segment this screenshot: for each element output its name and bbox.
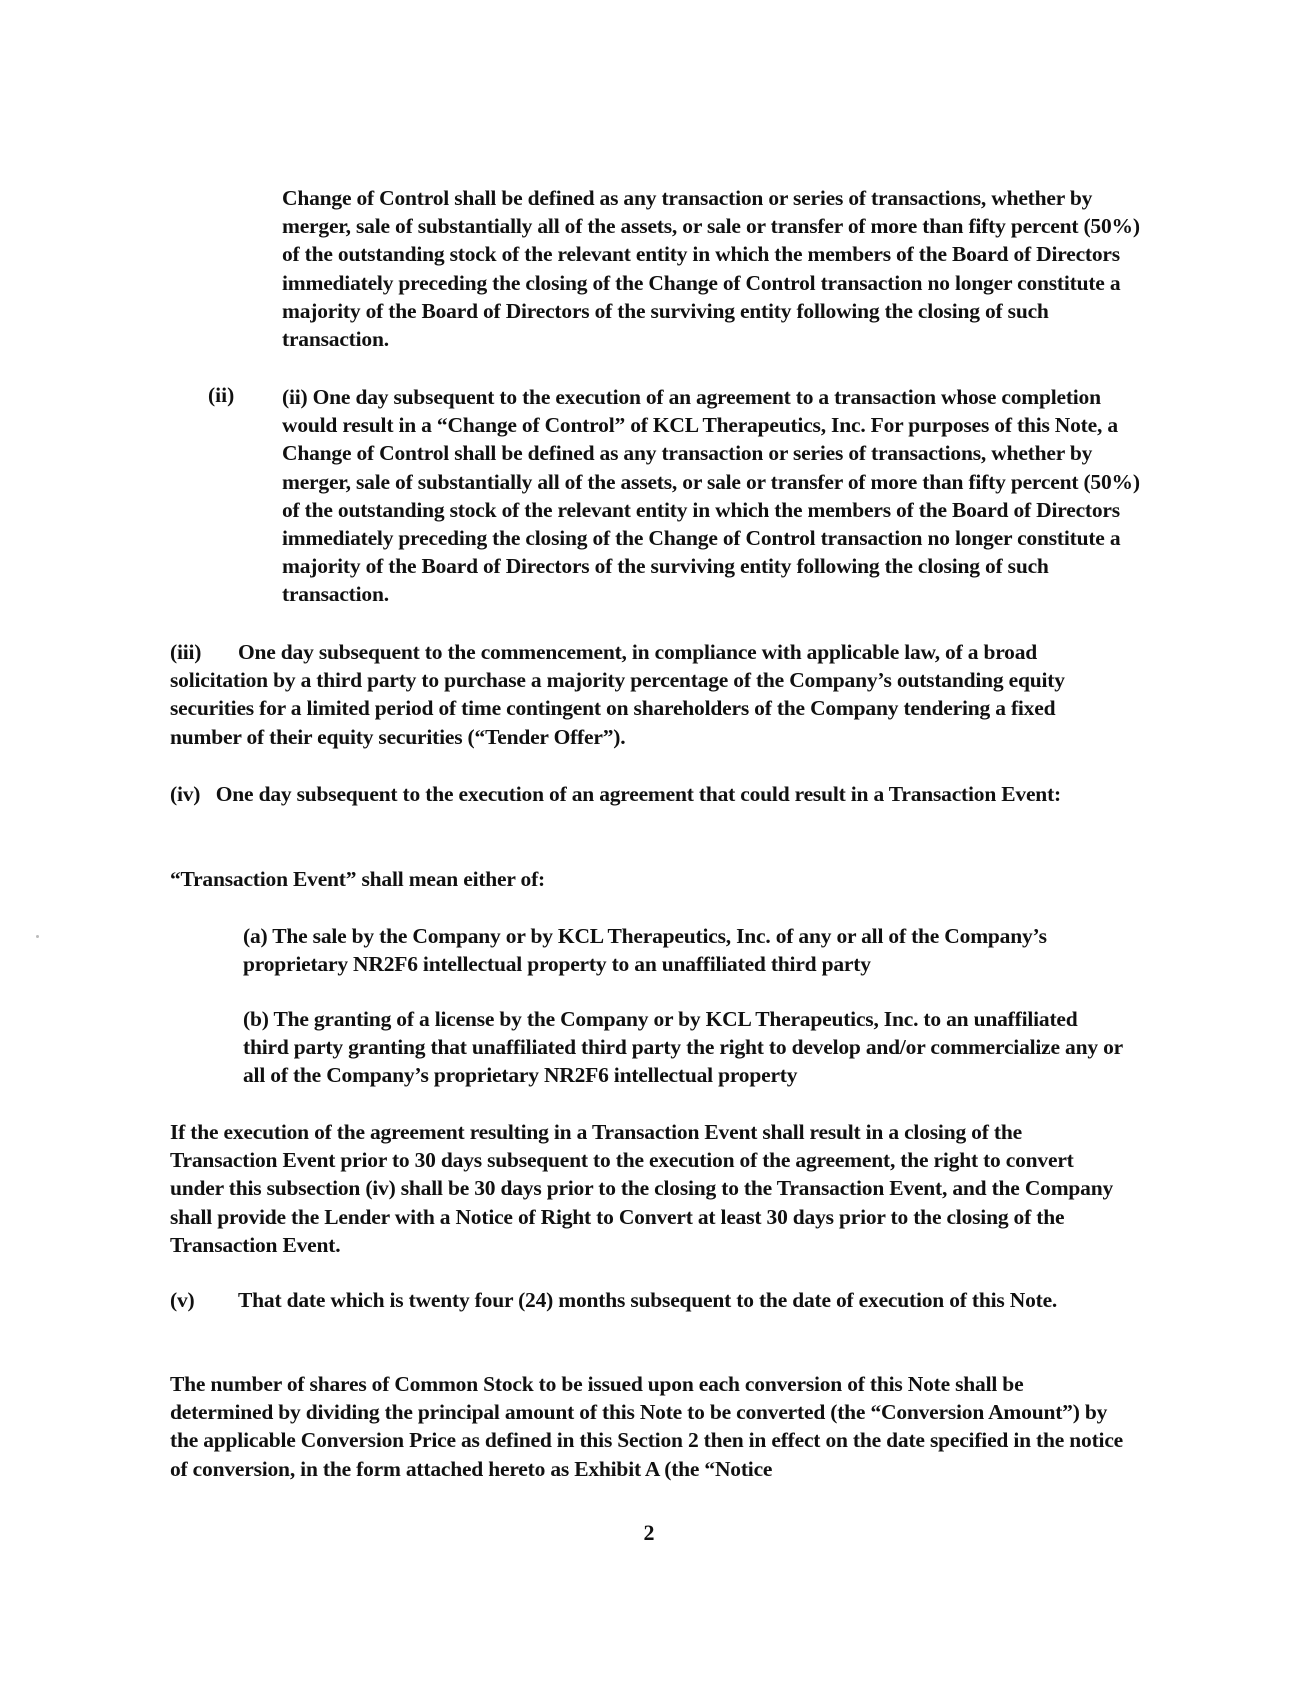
number-of-shares-paragraph: The number of shares of Common Stock to be issued upon each conversion of this Note shall be determined by dividing the principal amount of this Note to be converted (the “Conversion Amount”) by the applicable Conversion Price as defined in this Section 2 then in effect on the date specified in the notice of conversion, in the form attached hereto as Exhibit A (the “Notice <box>170 1372 1124 1481</box>
item-iii-text: One day subsequent to the commencement, in compliance with applicable law, of a broad solicitation by a third party to purchase a majority percentage of the Company’s outstanding equity securities for a limited period of time contingent on shareholders of the Company tendering a fixed number of their equity securities (“Tender Offer”). <box>170 640 1065 749</box>
item-iv-text: One day subsequent to the execution of an agreement that could result in a Transaction Event: <box>215 782 1061 806</box>
item-v-label: (v) <box>170 1288 195 1312</box>
item-iii-label: (iii) <box>170 640 202 664</box>
item-ii-paragraph: (ii) One day subsequent to the execution of an agreement to a transaction whose completion would result in a “Change of Control” of KCL Therapeutics, Inc. For purposes of this Note, a Change of Control shall be defined as any transaction or series of transactions, whether by merger, sale of substantially all of the assets, or sale or transfer of more than fifty percent (50%) of the outstanding stock of the relevant entity in which the members of the Board of Directors immediately preceding the closing of the Change of Control transaction no longer constitute a majority of the Board of Directors of the surviving entity following the closing of such transaction. <box>282 385 1140 607</box>
sub-item-a: (a) The sale by the Company or by KCL Therapeutics, Inc. of any or all of the Company’s proprietary NR2F6 intellectual property to an unaffiliated third party <box>243 924 1047 977</box>
transaction-closing-paragraph: If the execution of the agreement resulting in a Transaction Event shall result in a closing of the Transaction Event prior to 30 days subsequent to the execution of the agreement, the right to convert under this subsection (iv) shall be 30 days prior to the closing to the Transaction Event, and the Company shall provide the Lender with a Notice of Right to Convert at least 30 days prior to the closing of the Transaction Event. <box>170 1120 1114 1257</box>
transaction-event-definition: “Transaction Event” shall mean either of: <box>170 867 545 891</box>
sub-item-b: (b) The granting of a license by the Company or by KCL Therapeutics, Inc. to an unaffiliated third party granting that unaffiliated third party the right to develop and/or commercialize any or all of the Company’s proprietary NR2F6 intellectual property <box>243 1007 1123 1088</box>
change-of-control-paragraph: Change of Control shall be defined as any transaction or series of transactions, whether by merger, sale of substantially all of the assets, or sale or transfer of more than fifty percent (50%) of the outstanding stock of the relevant entity in which the members of the Board of Directors immediately preceding the closing of the Change of Control transaction no longer constitute a majority of the Board of Directors of the surviving entity following the closing of such transaction. <box>282 186 1140 352</box>
scan-speck <box>36 935 39 938</box>
item-iv-label: (iv) <box>170 782 201 806</box>
item-iii-paragraph <box>170 638 1130 751</box>
item-ii-label: (ii) <box>208 383 235 407</box>
item-v-paragraph <box>170 1286 1130 1314</box>
item-iv-paragraph <box>170 780 1130 808</box>
item-v-text: That date which is twenty four (24) months subsequent to the date of execution of this Note. <box>238 1288 1058 1312</box>
page-number: 2 <box>643 1520 655 1545</box>
